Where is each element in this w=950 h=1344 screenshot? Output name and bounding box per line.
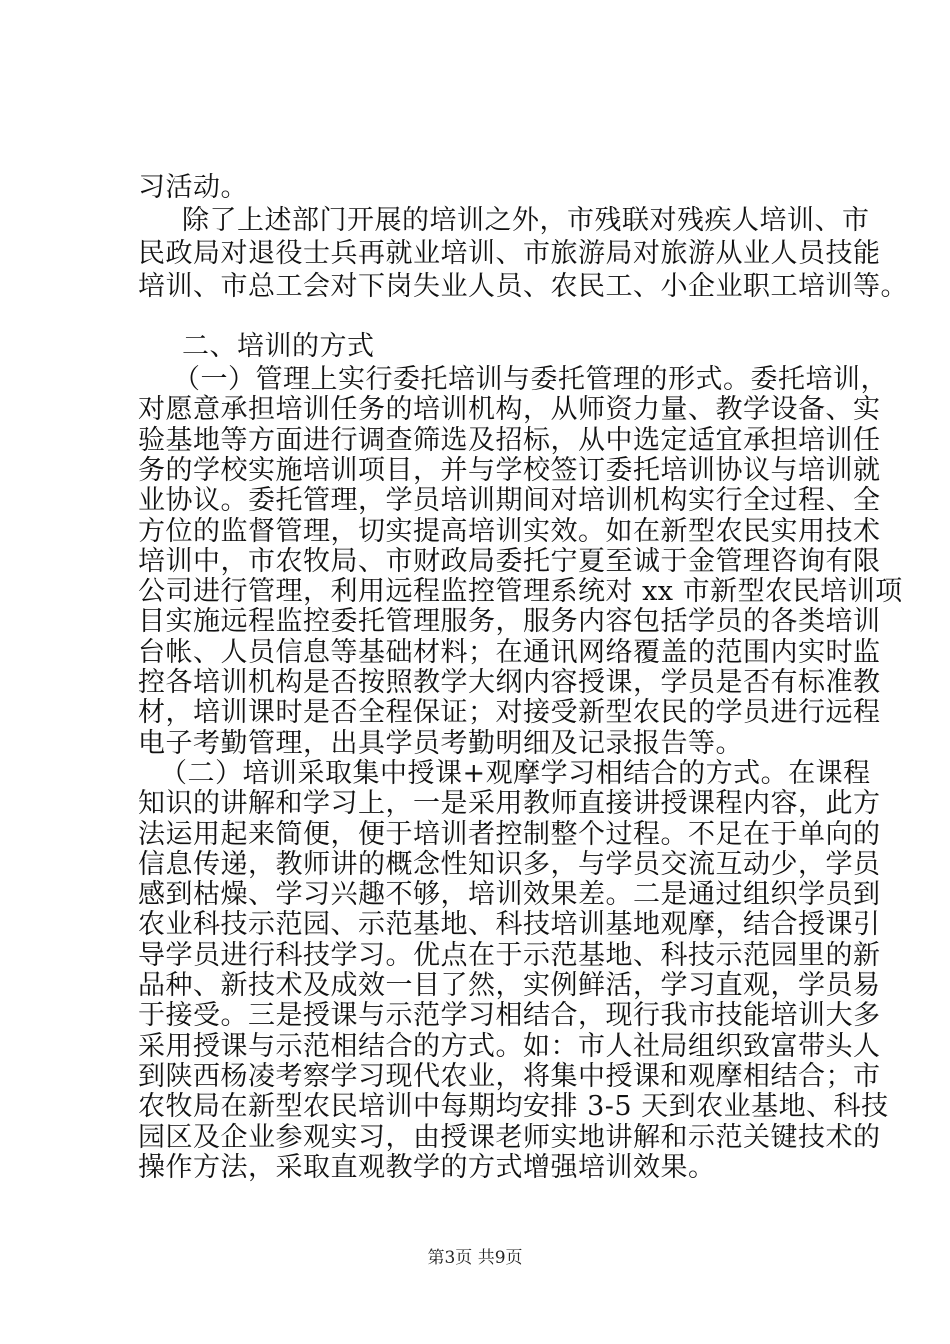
paragraph-line: 于接受。三是授课与示范学习相结合，现行我市技能培训大多 (138, 1000, 881, 1032)
paragraph-line: 务的学校实施培训项目，并与学校签订委托培训协议与培训就 (138, 454, 881, 486)
paragraph-line: 台帐、人员信息等基础材料；在通讯网络覆盖的范围内实时监 (138, 636, 881, 668)
paragraph-line: 到陕西杨凌考察学习现代农业，将集中授课和观摩相结合；市 (138, 1060, 881, 1092)
paragraph-line: 验基地等方面进行调查筛选及招标，从中选定适宜承担培训任 (138, 424, 881, 456)
paragraph-line: 农业科技示范园、示范基地、科技培训基地观摩，结合授课引 (138, 909, 881, 941)
paragraph-line: 培训中，市农牧局、市财政局委托宁夏至诚于金管理咨询有限 (138, 545, 881, 577)
paragraph-line: 对愿意承担培训任务的培训机构，从师资力量、教学设备、实 (138, 394, 881, 426)
paragraph-line: 园区及企业参观实习，由授课老师实地讲解和示范关键技术的 (138, 1121, 881, 1153)
paragraph-line: 除了上述部门开展的培训之外，市残联对残疾人培训、市 (182, 205, 870, 236)
paragraph-line: 电子考勤管理，出具学员考勤明细及记录报告等。 (138, 727, 743, 759)
paragraph-line: 感到枯燥、学习兴趣不够，培训效果差。二是通过组织学员到 (138, 879, 881, 911)
paragraph-line: 民政局对退役士兵再就业培训、市旅游局对旅游从业人员技能 (138, 238, 881, 269)
paragraph-line: 信息传递，教师讲的概念性知识多，与学员交流互动少，学员 (138, 848, 881, 880)
paragraph-line: 材，培训课时是否全程保证；对接受新型农民的学员进行远程 (138, 697, 881, 729)
paragraph-line: （一）管理上实行委托培训与委托管理的形式。委托培训， (173, 364, 888, 395)
page-number-footer: 第3页 共9页 (427, 1248, 523, 1268)
section-heading: 二、培训的方式 (182, 331, 375, 362)
paragraph-line: 公司进行管理，利用远程监控管理系统对 xx 市新型农民培训项 (138, 576, 903, 608)
paragraph-line: 操作方法，采取直观教学的方式增强培训效果。 (138, 1151, 716, 1183)
paragraph-line: 法运用起来简便，便于培训者控制整个过程。不足在于单向的 (138, 818, 881, 850)
paragraph-line: 培训、市总工会对下岗失业人员、农民工、小企业职工培训等。 (138, 271, 908, 302)
paragraph-line: 业协议。委托管理，学员培训期间对培训机构实行全过程、全 (138, 485, 881, 517)
paragraph-line: 知识的讲解和学习上，一是采用教师直接讲授课程内容，此方 (138, 788, 881, 820)
paragraph-line: 控各培训机构是否按照教学大纲内容授课，学员是否有标准教 (138, 667, 881, 698)
paragraph-line: 品种、新技术及成效一目了然，实例鲜活，学习直观，学员易 (138, 970, 881, 1001)
paragraph-line: 导学员进行科技学习。优点在于示范基地、科技示范园里的新 (138, 939, 881, 971)
paragraph-line: 习活动。 (138, 172, 248, 203)
paragraph-line: 目实施远程监控委托管理服务，服务内容包括学员的各类培训 (138, 606, 881, 638)
paragraph-line: 方位的监督管理，切实提高培训实效。如在新型农民实用技术 (138, 515, 881, 547)
paragraph-line: 采用授课与示范相结合的方式。如：市人社局组织致富带头人 (138, 1030, 881, 1062)
paragraph-line: 农牧局在新型农民培训中每期均安排 3-5 天到农业基地、科技 (138, 1091, 889, 1123)
paragraph-line: （二）培训采取集中授课+观摩学习相结合的方式。在课程 (160, 757, 871, 789)
